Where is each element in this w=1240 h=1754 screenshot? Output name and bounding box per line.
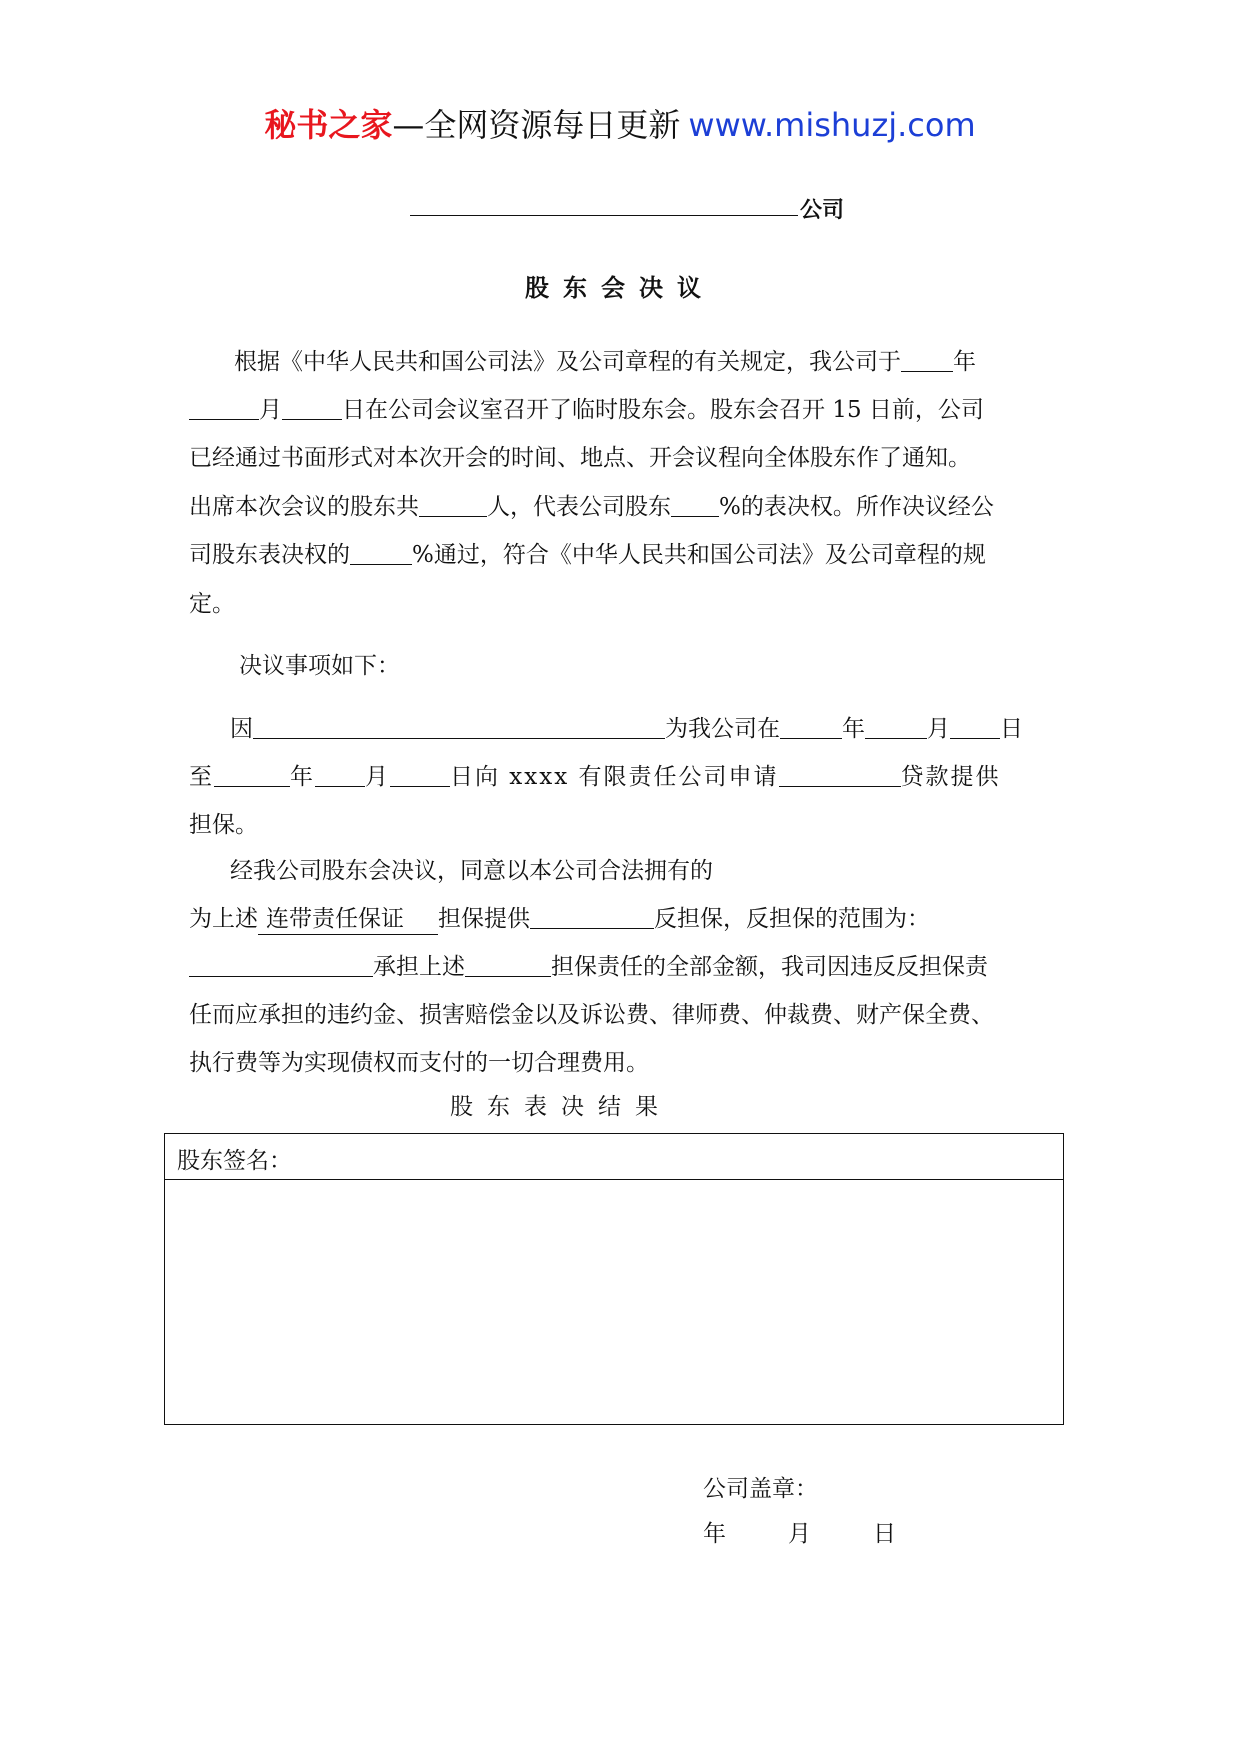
- p2-text: 为我公司在: [665, 716, 780, 742]
- shareholder-signature-table: [164, 1133, 1064, 1425]
- date-year-label: 年: [703, 1521, 726, 1547]
- p3-line-1: 经我公司股东会决议，同意以本公司合法拥有的: [230, 858, 713, 884]
- guarantee-scope-blank[interactable]: [189, 954, 373, 977]
- p3-line-5: 执行费等为实现债权而支付的一切合理费用。: [189, 1050, 649, 1076]
- p1-text: 人，代表公司股东: [487, 494, 671, 520]
- company-suffix: 公司: [800, 198, 845, 223]
- p1-text: 司股东表决权的: [189, 542, 350, 568]
- banner-slogan: —全网资源每日更新: [392, 106, 681, 144]
- p3-text: 承担上述: [373, 954, 465, 980]
- p1-text: %的表决权。所作决议经公: [719, 494, 994, 520]
- p2-text: 年: [842, 716, 865, 742]
- vote-results-title: 股东表决结果: [450, 1094, 672, 1120]
- p2-text: 年: [290, 764, 315, 790]
- p1-line-1: [234, 343, 976, 376]
- p3-text: 反担保，反担保的范围为：: [654, 906, 930, 932]
- end-year-prefix-blank[interactable]: [214, 764, 290, 787]
- signature-area[interactable]: [165, 1180, 1063, 1424]
- p3-line-2: [189, 900, 930, 933]
- document-title: 股东会决议: [525, 274, 715, 302]
- p1-line-2: [189, 391, 984, 424]
- resolution-items-intro: 决议事项如下：: [239, 653, 400, 679]
- guarantee-type-field[interactable]: 连带责任保证: [258, 906, 438, 935]
- p1-text: 月: [259, 397, 282, 423]
- p2-line-3: 担保。: [189, 812, 258, 838]
- reason-blank[interactable]: [253, 716, 665, 739]
- p1-text: 年: [953, 349, 976, 375]
- month-blank[interactable]: [189, 397, 259, 420]
- attendee-count-blank[interactable]: [419, 494, 487, 517]
- end-month-blank[interactable]: [315, 764, 365, 787]
- p1-text: %通过，符合《中华人民共和国公司法》及公司章程的规: [412, 542, 986, 568]
- date-month-label: 月: [788, 1521, 811, 1547]
- company-name-blank[interactable]: [410, 215, 798, 216]
- p1-line-3: 已经通过书面形式对本次开会的时间、地点、开会议程向全体股东作了通知。: [189, 445, 971, 471]
- p2-text: 月: [365, 764, 390, 790]
- p3-text: 为上述: [189, 906, 258, 932]
- start-month-blank[interactable]: [865, 716, 927, 739]
- end-day-blank[interactable]: [390, 764, 450, 787]
- voting-share-blank[interactable]: [671, 494, 719, 517]
- p1-line-4: [189, 488, 994, 521]
- counter-guarantee-blank[interactable]: [530, 906, 654, 929]
- signature-header-row: [165, 1134, 1063, 1180]
- p2-text: 至: [189, 764, 214, 790]
- banner-url-link[interactable]: www.mishuzj.com: [688, 106, 976, 144]
- signature-label: 股东签名：: [177, 1148, 292, 1174]
- banner-brand: 秘书之家: [264, 106, 393, 144]
- p3-text: 担保责任的全部金额，我司因违反反担保责: [551, 954, 988, 980]
- sign-date: [703, 1515, 896, 1548]
- site-banner: [0, 103, 1240, 147]
- p3-line-4: 任而应承担的违约金、损害赔偿金以及诉讼费、律师费、仲裁费、财产保全费、: [189, 1002, 994, 1028]
- p1-line-5: [189, 536, 986, 569]
- p2-line-1: [230, 710, 1023, 743]
- p2-text: 日: [1000, 716, 1023, 742]
- year-blank[interactable]: [901, 349, 953, 372]
- p2-text: 日向 xxxx 有限责任公司申请: [450, 764, 779, 790]
- p1-line-6: 定。: [189, 591, 235, 617]
- p3-line-3: [189, 948, 988, 981]
- guaranteed-party-blank[interactable]: [465, 954, 551, 977]
- start-year-blank[interactable]: [780, 716, 842, 739]
- p2-text: 贷款提供: [900, 764, 1001, 790]
- approval-share-blank[interactable]: [350, 542, 412, 565]
- p1-text: 出席本次会议的股东共: [189, 494, 419, 520]
- p1-text: 日在公司会议室召开了临时股东会。股东会召开 15 日前，公司: [342, 397, 984, 423]
- loan-amount-blank[interactable]: [779, 764, 901, 787]
- date-day-label: 日: [873, 1521, 896, 1547]
- p2-text: 月: [927, 716, 950, 742]
- p3-text: 担保提供: [438, 906, 530, 932]
- p1-text: 根据《中华人民共和国公司法》及公司章程的有关规定，我公司于: [234, 349, 901, 375]
- p2-text: 因: [230, 716, 253, 742]
- company-name-line: [410, 187, 850, 227]
- p2-line-2: [189, 758, 1001, 791]
- start-day-blank[interactable]: [950, 716, 1000, 739]
- company-seal-label: 公司盖章：: [703, 1476, 818, 1502]
- day-blank[interactable]: [282, 397, 342, 420]
